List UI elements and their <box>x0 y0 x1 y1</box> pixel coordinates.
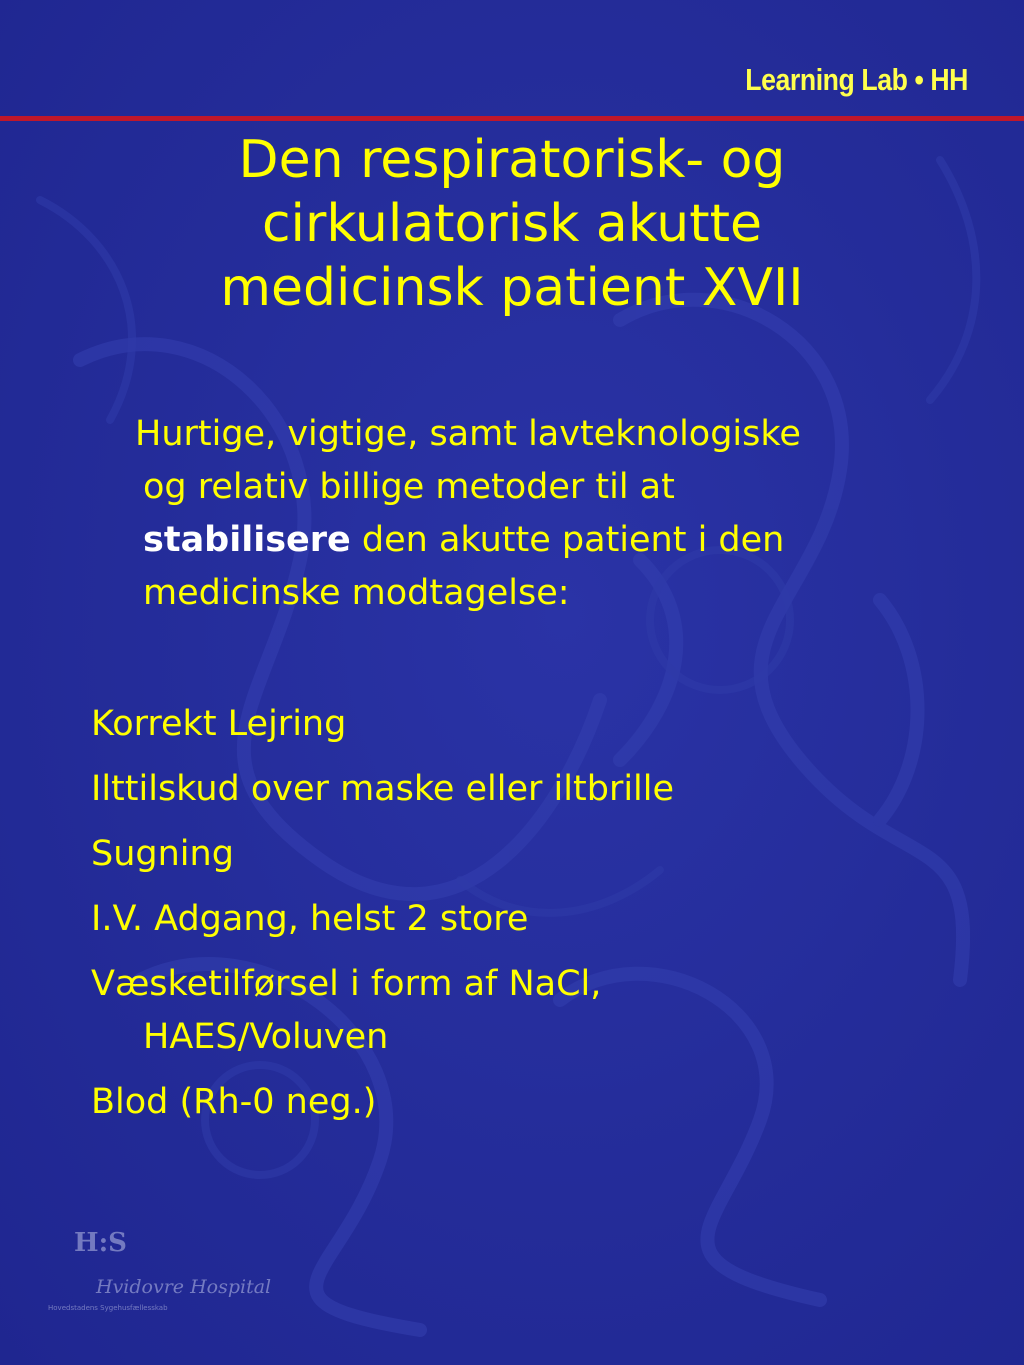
list-item: Ilttilskud over maske eller iltbrille <box>91 769 675 809</box>
intro-emphasis: stabilisere <box>143 520 351 560</box>
measures-list <box>91 698 951 1141</box>
logo-mark: H:S <box>74 1228 127 1258</box>
list-item: Sugning <box>91 834 234 874</box>
list-item: Blod (Rh-0 neg.) <box>91 1082 377 1122</box>
brand-label: Learning Lab • HH <box>745 62 968 97</box>
list-item <box>91 958 951 1064</box>
intro-line: Hurtige, vigtige, samt lavteknologiske <box>135 414 801 454</box>
list-item: I.V. Adgang, helst 2 store <box>91 899 529 939</box>
intro-line: og relativ billige metoder til at <box>143 467 675 507</box>
intro-paragraph <box>135 408 943 620</box>
title-line: medicinsk patient XVII <box>220 258 804 318</box>
logo-name: Hvidovre Hospital <box>96 1276 272 1298</box>
list-item: Korrekt Lejring <box>91 704 347 744</box>
intro-line: medicinske modtagelse: <box>143 573 570 613</box>
logo-subtitle: Hovedstadens Sygehusfællesskab <box>48 1304 168 1312</box>
title-line: Den respiratorisk- og <box>238 130 786 190</box>
list-item-continuation: HAES/Voluven <box>143 1017 389 1057</box>
hospital-logo <box>46 1228 272 1323</box>
slide-title <box>90 128 934 320</box>
title-line: cirkulatorisk akutte <box>261 194 763 254</box>
list-item-text: Væsketilførsel i form af NaCl, <box>91 964 602 1004</box>
intro-line <box>143 514 943 567</box>
header-rule <box>0 116 1024 121</box>
intro-line-rest: den akutte patient i den <box>350 520 785 560</box>
